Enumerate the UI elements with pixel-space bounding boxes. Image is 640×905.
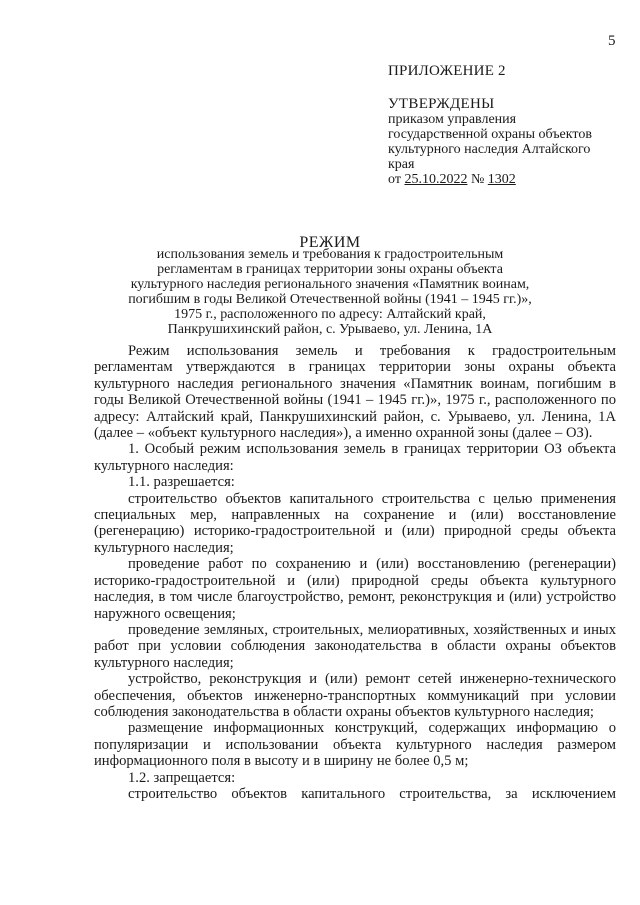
page-number: 5 <box>608 33 616 49</box>
body-paragraph: строительство объектов капитального строительства с целью применения специальных мер, направленных на сохранение и (или) восстановление (регенерацию) историко-градостроительной и (или) природной среды объекта культурного наследия; <box>94 490 616 556</box>
body-paragraph: 1. Особый режим использования земель в границах территории ОЗ объекта культурного наследия: <box>94 441 616 474</box>
approval-number: 1302 <box>487 172 516 187</box>
body-paragraph: устройство, реконструкция и (или) ремонт сетей инженерно-технического обеспечения, объектов инженерно-транспортных коммуникаций при условии соблюдения законодательства в области охраны объектов культурного наследия; <box>94 671 616 720</box>
body-paragraph: проведение работ по сохранению и (или) восстановлению (регенерации) историко-градостроительной и (или) природной среды объекта культурного наследия, в том числе благоустройство, ремонт, реконструкция и (или) устройство наружного освещения; <box>94 556 616 622</box>
approval-line: края <box>388 157 415 172</box>
approval-line: государственной охраны объектов <box>388 127 592 142</box>
body-paragraph: 1.2. запрещается: <box>128 769 236 786</box>
body-paragraph: проведение земляных, строительных, мелиоративных, хозяйственных и иных работ при условии соблюдения законодательства в области охраны объектов культурного наследия; <box>94 621 616 671</box>
approval-date-line <box>388 172 628 187</box>
subtitle-line: погибшим в годы Великой Отечественной войны (1941 – 1945 гг.)», <box>128 292 532 307</box>
subtitle-line: культурного наследия регионального значения «Памятник воинам, <box>130 277 530 292</box>
body-paragraph: строительство объектов капитального строительства, за исключением <box>128 785 616 802</box>
subtitle-line: Панкрушихинский район, с. Урываево, ул. Ленина, 1А <box>167 322 493 337</box>
body-paragraph: размещение информационных конструкций, содержащих информацию о популяризации и использовании объекта культурного наследия размером информационного поля в высоту и в ширину не более 0,5 м; <box>94 720 616 770</box>
approval-block <box>388 97 628 187</box>
subtitle-line: регламентам в границах территории зоны охраны объекта <box>157 262 503 277</box>
subtitle-line: 1975 г., расположенного по адресу: Алтайский край, <box>174 307 486 322</box>
approval-line: приказом управления <box>388 112 517 127</box>
body-paragraph: 1.1. разрешается: <box>128 474 235 491</box>
date-prefix: от <box>388 172 401 187</box>
appendix-label: ПРИЛОЖЕНИЕ 2 <box>388 63 506 79</box>
number-prefix: № <box>470 172 485 187</box>
approval-heading: УТВЕРЖДЕНЫ <box>388 96 495 112</box>
document-subtitle <box>60 247 600 337</box>
subtitle-line: использования земель и требования к градостроительным <box>156 247 504 262</box>
approval-date: 25.10.2022 <box>404 172 468 187</box>
document-title: РЕЖИМ <box>299 234 361 251</box>
approval-line: культурного наследия Алтайского <box>388 142 591 157</box>
document-body <box>94 343 616 802</box>
body-paragraph: Режим использования земель и требования к градостроительным регламентам утверждаются в границах территории зоны охраны объекта культурного наследия регионального значения «Памятник воинам, погибшим в годы Великой Отечественной войны (1941 – 1945 гг.)», 1975 г., расположенного по адресу: Алтайский край, Панкрушихинский район, с. Урываево, ул. Ленина, 1А (далее – «объект культурного наследия»), а именно охранной зоны (далее – ОЗ). <box>94 343 616 442</box>
